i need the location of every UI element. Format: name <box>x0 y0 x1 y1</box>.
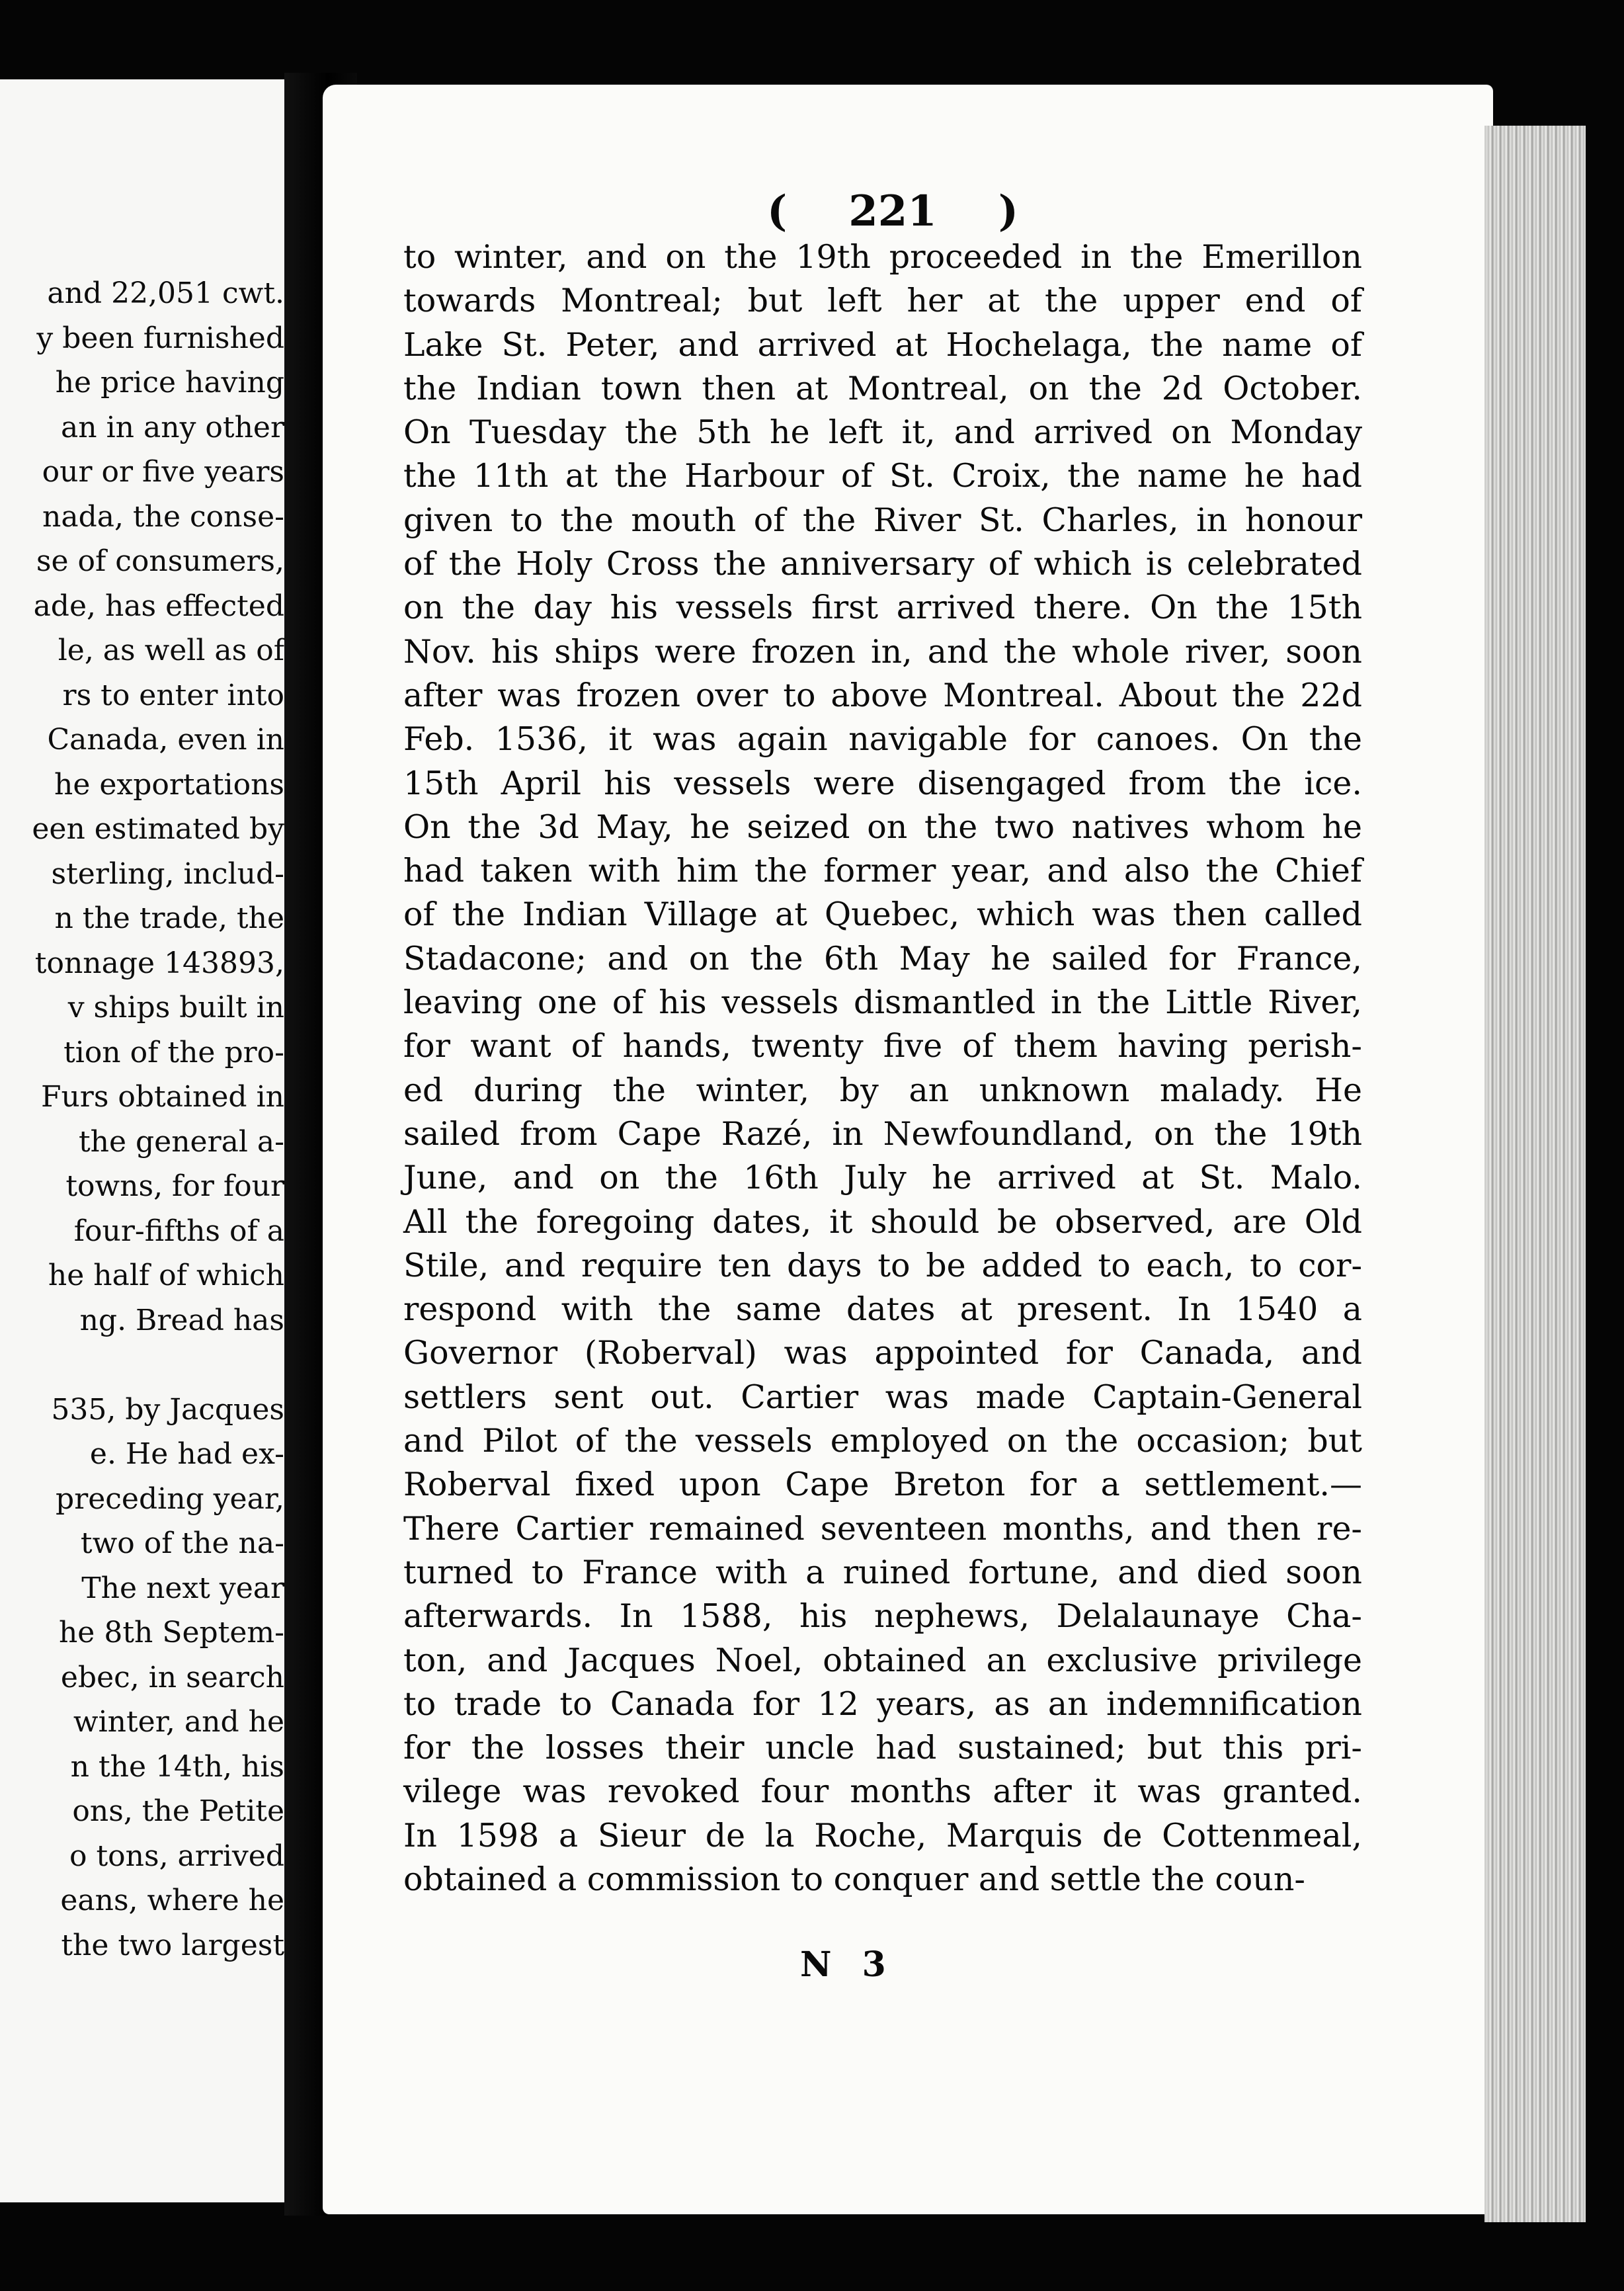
body-line: June, and on the 16th July he arrived at St. Malo. <box>403 1159 1362 1197</box>
signature-mark: N 3 <box>800 1944 895 1985</box>
body-line: All the foregoing dates, it should be observed, are Old <box>403 1202 1362 1241</box>
left-page-line: preceding year, <box>56 1481 284 1516</box>
left-page-line: he 8th Septem- <box>58 1616 284 1649</box>
left-page-line: e. He had ex- <box>89 1437 284 1471</box>
left-page-line: y been furnished <box>36 321 284 355</box>
left-page-line: towns, for four <box>65 1169 284 1203</box>
left-page-line: sterling, includ- <box>51 856 284 891</box>
left-page-line: n the 14th, his <box>70 1749 284 1784</box>
left-page-line: he price having <box>55 366 284 399</box>
body-line: settlers sent out. Cartier was made Captain-General <box>403 1378 1362 1416</box>
body-line: Feb. 1536, it was again navigable for canoes. On the <box>403 720 1362 759</box>
body-line: had taken with him the former year, and also the Chief <box>403 852 1362 890</box>
body-line: after was frozen over to above Montreal. About the 22d <box>403 676 1362 714</box>
header-close-paren: ) <box>998 187 1018 236</box>
left-page-line: eans, where he <box>60 1884 284 1917</box>
body-line: for want of hands, twenty five of them having perish- <box>403 1027 1362 1065</box>
left-page-line: ons, the Petite <box>72 1794 284 1828</box>
left-page-line: and 22,051 cwt. <box>47 276 284 310</box>
body-line: and Pilot of the vessels employed on the occasion; but <box>403 1422 1362 1460</box>
left-page-line: he exportations <box>54 767 284 802</box>
left-page <box>0 79 311 2202</box>
body-line: the Indian town then at Montreal, on the 2d October. <box>403 369 1362 407</box>
body-line: On the 3d May, he seized on the two natives whom he <box>403 808 1362 846</box>
left-page-line: nada, the conse- <box>42 499 284 534</box>
left-page-line: two of the na- <box>80 1526 284 1560</box>
body-line: the 11th at the Harbour of St. Croix, the name he had <box>403 457 1362 495</box>
body-line: to trade to Canada for 12 years, as an indemnification <box>403 1685 1362 1723</box>
body-line: Governor (Roberval) was appointed for Canada, and <box>403 1334 1362 1372</box>
body-line: Stadacone; and on the 6th May he sailed for France, <box>403 939 1362 978</box>
left-page-line <box>0 1343 284 1388</box>
left-page-line: se of consumers, <box>36 544 284 578</box>
left-page-line: ade, has effected <box>33 589 284 623</box>
page-number: 221 <box>848 187 937 236</box>
body-line: There Cartier remained seventeen months, and then re- <box>403 1509 1362 1548</box>
left-page-line: Canada, even in <box>47 723 284 757</box>
body-line: In 1598 a Sieur de la Roche, Marquis de Cottenmeal, <box>403 1816 1362 1854</box>
left-page-line: winter, and he <box>73 1705 284 1739</box>
body-line: of the Holy Cross the anniversary of which is celebrated <box>403 545 1362 583</box>
left-page-line: our or five years <box>42 455 284 489</box>
body-line: afterwards. In 1588, his nephews, Delalaunaye Cha- <box>403 1597 1362 1636</box>
body-line: 15th April his vessels were disengaged from the ice. <box>403 764 1362 802</box>
body-line: Roberval fixed upon Cape Breton for a settlement.— <box>403 1466 1362 1504</box>
right-page-body-text <box>403 235 1362 1901</box>
body-line: Lake St. Peter, and arrived at Hochelaga, the name of <box>403 325 1362 364</box>
body-line: on the day his vessels first arrived there. On the 15th <box>403 589 1362 627</box>
body-line: Nov. his ships were frozen in, and the whole river, soon <box>403 632 1362 671</box>
left-page-line: the two largest <box>61 1928 284 1962</box>
page-header <box>767 187 1018 236</box>
left-page-line: he half of which <box>48 1259 284 1292</box>
page-edge <box>1484 126 1586 2222</box>
body-line: leaving one of his vessels dismantled in the Little River, <box>403 983 1362 1022</box>
left-page-line: The next year <box>81 1571 284 1605</box>
body-line: Stile, and require ten days to be added to each, to cor- <box>403 1246 1362 1284</box>
header-open-paren: ( <box>767 187 788 236</box>
left-page-line: tion of the pro- <box>63 1035 284 1069</box>
body-line: obtained a commission to conquer and settle the coun- <box>403 1860 1305 1898</box>
left-page-line: tonnage 143893, <box>34 946 284 980</box>
left-page-line: o tons, arrived <box>69 1839 284 1873</box>
body-line: sailed from Cape Razé, in Newfoundland, on the 19th <box>403 1114 1362 1153</box>
left-page-line: een estimated by <box>32 812 284 846</box>
body-line: of the Indian Village at Quebec, which was then called <box>403 896 1362 934</box>
body-line: to winter, and on the 19th proceeded in the Emerillon <box>403 238 1362 276</box>
left-page-line: an in any other <box>61 410 284 444</box>
body-line: ton, and Jacques Noel, obtained an exclusive privilege <box>403 1641 1362 1679</box>
left-page-line: Furs obtained in <box>40 1080 284 1114</box>
left-page-line: v ships built in <box>67 991 284 1024</box>
body-line: vilege was revoked four months after it was granted. <box>403 1772 1362 1811</box>
body-line: given to the mouth of the River St. Charles, in honour <box>403 501 1362 539</box>
left-page-line: the general a- <box>78 1124 284 1159</box>
left-page-line: n the trade, the <box>54 901 284 935</box>
body-line: On Tuesday the 5th he left it, and arrived on Monday <box>403 413 1362 452</box>
body-line: ed during the winter, by an unknown malady. He <box>403 1071 1362 1109</box>
body-line: respond with the same dates at present. In 1540 a <box>403 1290 1362 1329</box>
left-page-line: ng. Bread has <box>79 1303 284 1337</box>
body-line: for the losses their uncle had sustained; but this pri- <box>403 1729 1362 1767</box>
left-page-line: ebec, in search <box>60 1660 284 1694</box>
left-page-line: 535, by Jacques <box>51 1392 284 1427</box>
left-page-line: rs to enter into <box>62 678 284 712</box>
left-page-text <box>0 271 284 1968</box>
left-page-line: le, as well as of <box>58 634 284 667</box>
body-line: towards Montreal; but left her at the upper end of <box>403 282 1362 320</box>
body-line: turned to France with a ruined fortune, and died soon <box>403 1553 1362 1591</box>
left-page-line: four-fifths of a <box>73 1214 284 1248</box>
